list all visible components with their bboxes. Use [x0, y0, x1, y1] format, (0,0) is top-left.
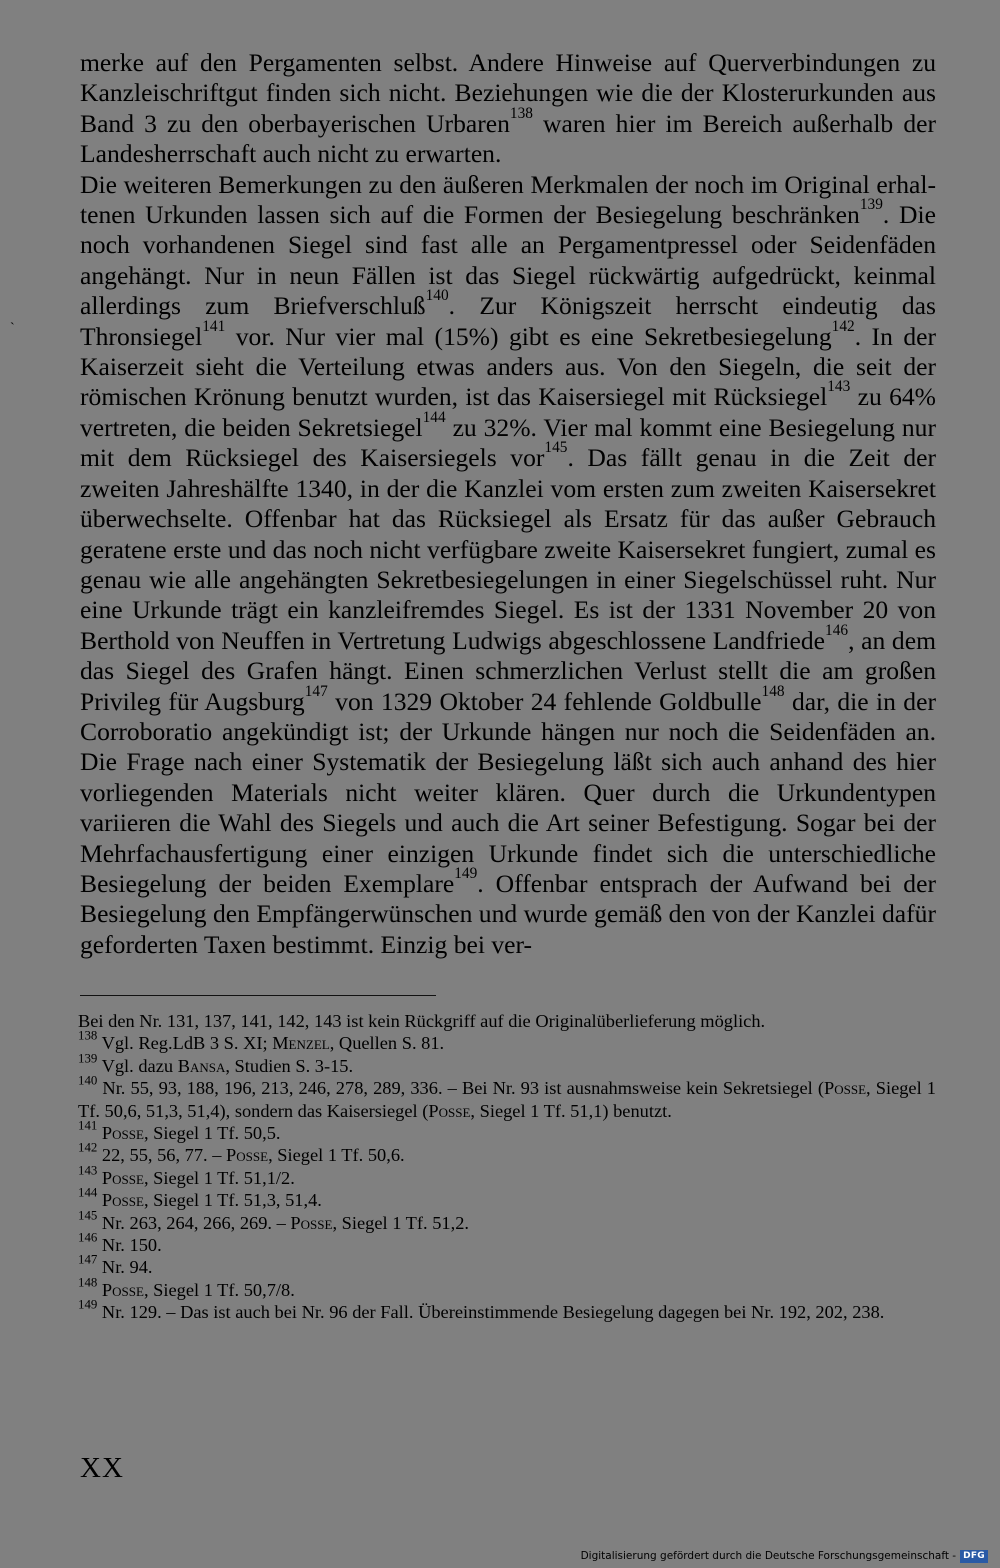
body-text: . Zur Königszeit herrscht eindeutig das Thronsiegel — [80, 291, 937, 351]
footnote — [78, 1297, 936, 1323]
footnote — [78, 1252, 936, 1278]
footnote — [78, 1028, 936, 1054]
footnote-text: Vgl. Reg.LdB 3 S. XI; — [97, 1033, 273, 1054]
footnote-text: , Siegel 1 Tf. 50,5. — [143, 1123, 281, 1144]
page-number: XX — [80, 1452, 124, 1484]
body-footnote-ref: 142 — [831, 317, 855, 335]
footnote-text: , Siegel 1 Tf. 50,6, 51,3, 51,4), sondern das Kaisersiegel ( — [78, 1078, 936, 1121]
footnote-text: Nr. 150. — [97, 1235, 162, 1256]
body-text: von 1329 Oktober 24 fehlende Goldbulle — [327, 686, 762, 716]
footnote-footnote-ref: 149 — [78, 1297, 98, 1312]
footnote-text: , Siegel 1 Tf. 50,6. — [268, 1145, 405, 1166]
footnote-text: , Siegel 1 Tf. 51,2. — [332, 1212, 470, 1233]
footnote-text: 22, 55, 56, 77. – — [97, 1145, 227, 1166]
footnote-text: Vgl. dazu — [97, 1055, 178, 1076]
footnote-text: Nr. 94. — [97, 1257, 153, 1278]
footnote — [78, 1230, 936, 1256]
footnote-footnote-ref: 141 — [78, 1118, 98, 1133]
footnote-footnote-ref: 139 — [78, 1051, 98, 1066]
footnote-footnote-ref: 143 — [78, 1163, 98, 1178]
footnote-footnote-ref: 142 — [78, 1140, 98, 1155]
body-footnote-ref: 139 — [859, 196, 883, 214]
footnote-footnote-ref: 138 — [78, 1028, 98, 1043]
body-footnote-ref: 141 — [202, 317, 226, 335]
body-footnote-ref: 146 — [825, 621, 849, 639]
body-footnote-ref: 145 — [544, 439, 568, 457]
footnote-footnote-ref: 140 — [78, 1073, 98, 1088]
body-text: . Offenbar entsprach der Aufwand bei der Besiegelung den Empfängerwünschen und wurde gemäß den von der Kanzlei dafür geforderten Taxen bestimmt. Einzig bei ver- — [80, 868, 936, 959]
footnote-footnote-ref: 144 — [78, 1185, 98, 1200]
footnote — [78, 1163, 936, 1189]
footnote-author-name: Posse — [290, 1212, 333, 1233]
body-footnote-ref: 147 — [304, 682, 328, 700]
body-footnote-ref: 144 — [422, 409, 446, 427]
body-paragraph — [80, 170, 936, 961]
footnote-author-name: Posse — [428, 1100, 471, 1121]
body-footnote-ref: 143 — [827, 378, 851, 396]
footnote-text: Nr. 55, 93, 188, 196, 213, 246, 278, 289, 336. – Bei Nr. 93 ist ausnahmsweise kein Sekretsiegel ( — [97, 1078, 824, 1099]
footnote — [78, 1118, 936, 1144]
body-text: waren hier im Bereich außerhalb der Landesherrschaft auch nicht zu erwarten. — [80, 108, 936, 169]
body-paragraph — [80, 48, 936, 170]
footnote-text: , Siegel 1 Tf. 50,7/8. — [143, 1279, 295, 1300]
footnote — [78, 1051, 936, 1077]
footnote-separator — [80, 995, 436, 996]
footnote-text: , Siegel 1 Tf. 51,3, 51,4. — [143, 1190, 322, 1211]
body-text: , an dem das Siegel des Grafen hängt. Einen schmerzlichen Verlust stellt die am großen Privileg für Augsburg — [80, 625, 936, 716]
footnote-text: , Siegel 1 Tf. 51,1/2. — [143, 1167, 295, 1188]
footnote-footnote-ref: 147 — [78, 1252, 98, 1267]
footnote-text: Nr. 129. – Das ist auch bei Nr. 96 der Fall. Übereinstimmende Besiegelung dagegen bei Nr. 192, 202, 238. — [97, 1302, 885, 1323]
body-text: Die weiteren Bemerkungen zu den äußeren Merkmalen der noch im Original erhaltenen Urkunden lassen sich auf die Formen der Besiegelung beschränken — [80, 169, 936, 230]
footnote-footnote-ref: 146 — [78, 1230, 98, 1245]
body-text: zu 32%. Vier mal kommt eine Besiegelung nur mit dem Rücksiegel des Kaisersiegels vor — [80, 412, 936, 473]
footnote-author-name: Posse — [101, 1123, 144, 1144]
body-text: . Das fällt genau in die Zeit der zweiten Jahreshälfte 1340, in der die Kanzlei vom ersten zum zweiten Kaisersekret überwechselte. Offenbar hat das Rücksiegel als Ersatz für das außer Gebrauch geratene erste und das noch nicht verfügbare zweite Kaisersekret fungiert, zumal es genau wie alle angehängten Sekretbesiegelungen in einer Siegelschüssel ruht. Nur eine Urkunde trägt ein kanzleifremdes Siegel. Es ist der 1331 November 20 von Berthold von Neuffen in Vertretung Ludwigs abgeschlossene Landfriede — [80, 443, 936, 655]
body-text: dar, die in der Corroboratio angekündigt ist; der Urkunde hängen nur noch die Seidenfäden an. Die Frage nach einer Systematik der Besiegelung läßt sich auch anhand des hier vorliegenden Materials nicht weiter klären. Quer durch die Urkundentypen variieren die Wahl des Siegels und auch die Art seiner Befestigung. Sogar bei der Mehrfachausfertigung einer einzigen Urkunde findet sich die unterschiedliche Besiegelung der beiden Exemplare — [80, 686, 936, 898]
footnote-footnote-ref: 148 — [78, 1275, 98, 1290]
body-footnote-ref: 148 — [761, 682, 785, 700]
body-footnote-ref: 138 — [509, 105, 533, 122]
footnote-text: , Quellen S. 81. — [329, 1033, 445, 1054]
footnote-author-name: Posse — [101, 1190, 144, 1211]
footnote-footnote-ref: 145 — [78, 1208, 98, 1222]
stray-mark: ` — [10, 321, 15, 336]
footnote — [78, 1275, 936, 1301]
footnote-text: Bei den Nr. 131, 137, 141, 142, 143 ist kein Rückgriff auf die Originalüberlieferung möglich. — [78, 1011, 766, 1031]
footnote — [78, 1185, 936, 1211]
body-footnote-ref: 149 — [454, 865, 478, 883]
footnote-author-name: Posse — [101, 1167, 144, 1188]
body-text: . Die noch vorhandenen Siegel sind fast alle an Pergamentpressel oder Seidenfäden angehängt. Nur in neun Fällen ist das Siegel rückwärtig aufgedrückt, keinmal allerdings zum Briefverschluß — [80, 200, 936, 321]
body-text: zu 64% vertreten, die beiden Sekretsiegel — [80, 382, 936, 442]
body-text: vor. Nur vier mal (15%) gibt es eine Sekretbesiegelung — [225, 321, 832, 351]
footnote — [78, 1208, 936, 1234]
footnote — [78, 1140, 936, 1166]
body-text: merke auf den Pergamenten selbst. Andere Hinweise auf Querverbindungen zu Kanzleischriftgut finden sich nicht. Beziehungen wie die der Klosterurkunden aus Band 3 zu den oberbayerischen Urbaren — [80, 48, 936, 138]
footnote-text: Nr. 263, 264, 266, 269. – — [97, 1212, 291, 1233]
body-footnote-ref: 140 — [425, 287, 449, 305]
main-text — [80, 48, 936, 960]
footnote-author-name: Bansa — [177, 1055, 226, 1076]
dfg-logo: DFG — [960, 1550, 988, 1563]
footnotes — [78, 1010, 936, 1324]
footnote — [78, 1010, 936, 1032]
digitization-credit — [581, 1548, 988, 1564]
footnote-author-name: Posse — [226, 1145, 269, 1166]
footnote-author-name: Posse — [101, 1279, 144, 1300]
body-text: . In der Kaiserzeit sieht die Verteilung etwas anders aus. Von den Siegeln, die seit der römischen Krönung benutzt wurden, ist das Kaisersiegel mit Rücksiegel — [80, 321, 936, 412]
footnote-author-name: Menzel — [272, 1033, 330, 1054]
footnote-text: , Studien S. 3-15. — [225, 1055, 354, 1076]
footnote-author-name: Posse — [824, 1078, 867, 1099]
footnote — [78, 1073, 936, 1122]
footnote-text: , Siegel 1 Tf. 51,1) benutzt. — [470, 1100, 672, 1121]
credit-text: Digitalisierung gefördert durch die Deutsche Forschungsgemeinschaft - — [580, 1550, 957, 1562]
